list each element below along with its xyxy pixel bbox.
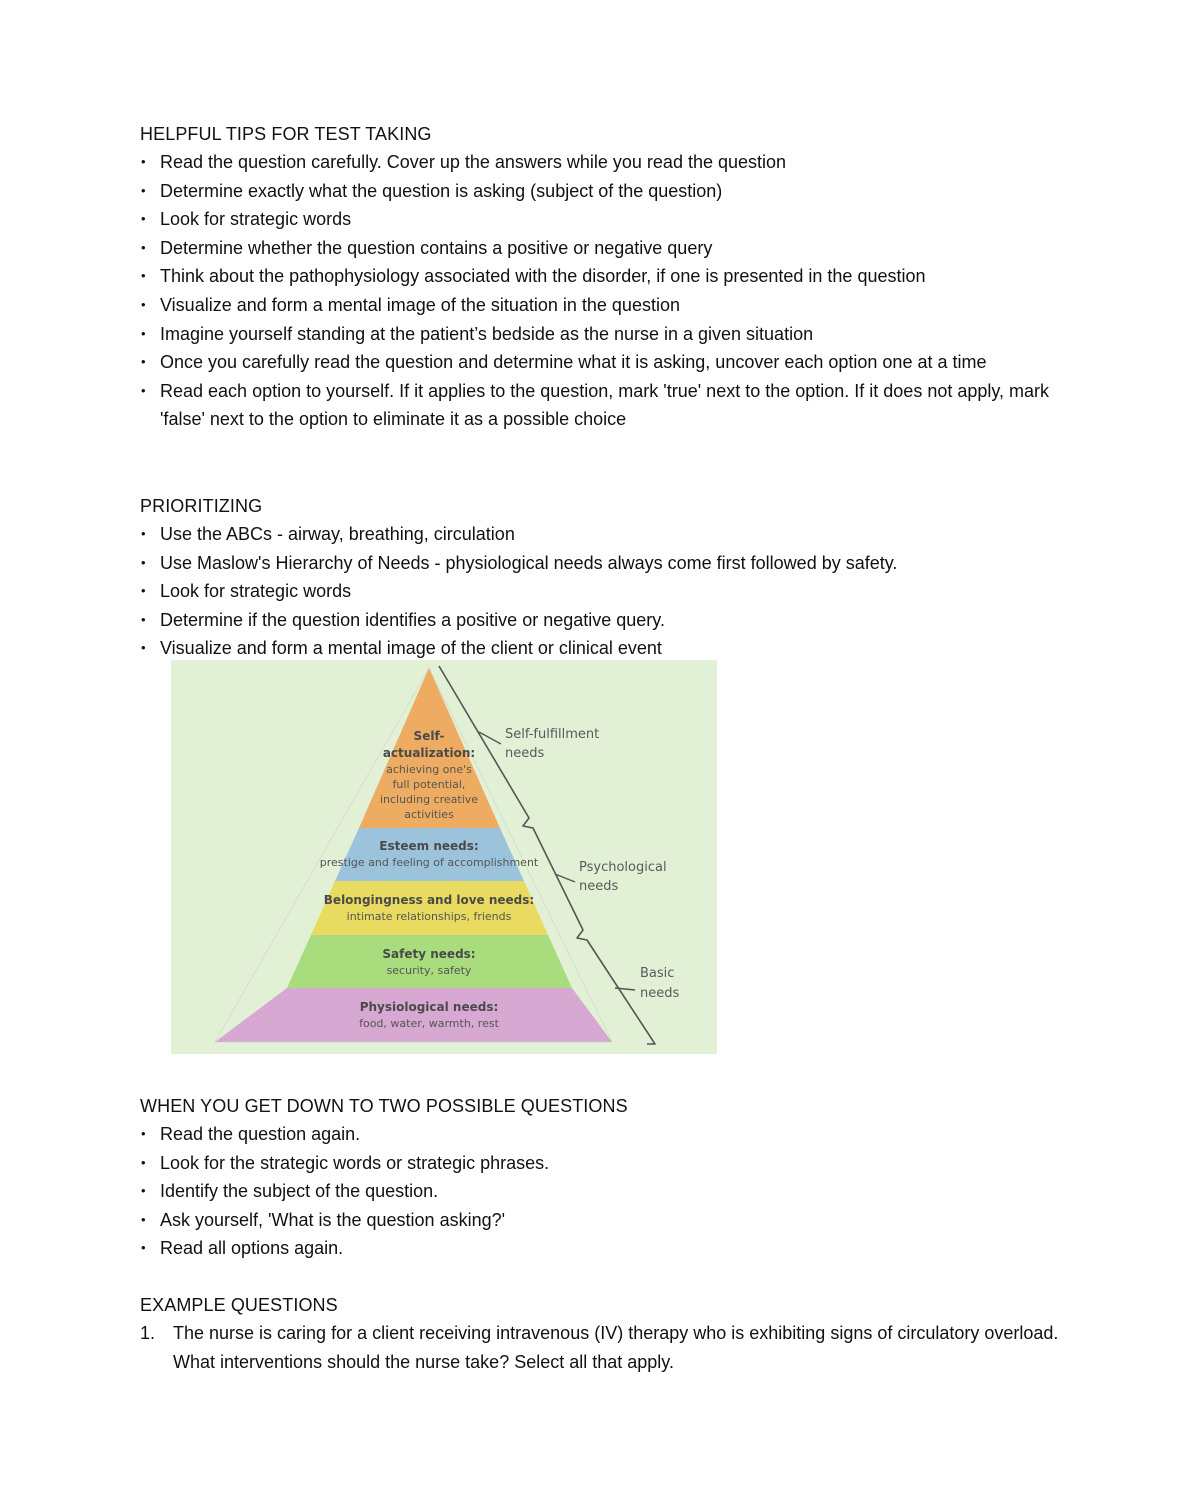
- safety-band: [287, 935, 572, 988]
- belonging-desc: intimate relationships, friends: [346, 910, 512, 923]
- self-actualization-desc: achieving one's: [386, 763, 472, 776]
- examples-list: [140, 1319, 1060, 1376]
- list-item: • Look for strategic words: [140, 205, 1060, 234]
- self-actualization-title-1: Self-: [413, 729, 445, 743]
- self-fulfillment-label: Self-fulfillment: [505, 727, 600, 742]
- basic-label: needs: [640, 986, 680, 1001]
- tips-section: [140, 120, 1060, 434]
- belonging-title: Belongingness and love needs:: [323, 893, 535, 907]
- self-actualization-desc: activities: [404, 808, 454, 821]
- question-item: [140, 1319, 1060, 1376]
- list-item: • Read the question carefully. Cover up the answers while you read the question: [140, 148, 1060, 177]
- maslow-pyramid-svg: [171, 660, 717, 1054]
- psychological-label: needs: [579, 879, 619, 894]
- tips-heading: HELPFUL TIPS FOR TEST TAKING: [140, 124, 432, 144]
- basic-label: Basic: [640, 966, 675, 981]
- examples-section: [140, 1291, 1060, 1376]
- list-item: • Determine exactly what the question is asking (subject of the question): [140, 177, 1060, 206]
- examples-heading: EXAMPLE QUESTIONS: [140, 1295, 338, 1315]
- safety-title: Safety needs:: [382, 947, 476, 961]
- two-questions-section: [140, 1092, 1060, 1263]
- list-item: • Visualize and form a mental image of the situation in the question: [140, 291, 1060, 320]
- two-questions-heading: WHEN YOU GET DOWN TO TWO POSSIBLE QUESTIONS: [140, 1096, 628, 1116]
- self-actualization-desc: including creative: [379, 793, 479, 806]
- list-item: • Use the ABCs - airway, breathing, circulation: [140, 520, 1060, 549]
- list-item: • Use Maslow's Hierarchy of Needs - physiological needs always come first followed by safety.: [140, 549, 1060, 578]
- physiological-title: Physiological needs:: [359, 1000, 499, 1014]
- list-item: • Visualize and form a mental image of the client or clinical event: [140, 634, 1060, 663]
- list-item: • Read all options again.: [140, 1234, 1060, 1263]
- list-item: • Determine if the question identifies a positive or negative query.: [140, 606, 1060, 635]
- prioritizing-section: [140, 492, 1060, 663]
- psychological-label: Psychological: [579, 860, 667, 875]
- question-text: The nurse is caring for a client receiving intravenous (IV) therapy who is exhibiting signs of circulatory overload. What interventions should the nurse take? Select all that apply.: [173, 1323, 1059, 1372]
- question-number: 1.: [140, 1323, 156, 1343]
- safety-desc: security, safety: [386, 964, 472, 977]
- list-item: • Ask yourself, 'What is the question asking?': [140, 1206, 1060, 1235]
- physiological-desc: food, water, warmth, rest: [359, 1017, 499, 1030]
- list-item: • Once you carefully read the question and determine what it is asking, uncover each option one at a time: [140, 348, 1060, 377]
- list-item: • Identify the subject of the question.: [140, 1177, 1060, 1206]
- self-actualization-title-2: actualization:: [382, 746, 476, 760]
- list-item: • Imagine yourself standing at the patient’s bedside as the nurse in a given situation: [140, 320, 1060, 349]
- list-item: • Think about the pathophysiology associated with the disorder, if one is presented in the question: [140, 262, 1060, 291]
- prioritizing-heading: PRIORITIZING: [140, 496, 263, 516]
- maslow-pyramid-image: [171, 660, 717, 1054]
- esteem-desc: prestige and feeling of accomplishment: [319, 856, 539, 869]
- list-item: • Determine whether the question contains a positive or negative query: [140, 234, 1060, 263]
- tips-list: [140, 148, 1060, 434]
- list-item: • Look for the strategic words or strategic phrases.: [140, 1149, 1060, 1178]
- list-item: • Read the question again.: [140, 1120, 1060, 1149]
- list-item: • Read each option to yourself. If it applies to the question, mark 'true' next to the option. If it does not apply, mark 'false' next to the option to eliminate it as a possible choice: [140, 377, 1060, 434]
- self-actualization-desc: full potential,: [392, 778, 466, 791]
- self-fulfillment-label: needs: [505, 746, 545, 761]
- belonging-band: [311, 881, 548, 935]
- esteem-band: [335, 828, 524, 881]
- two-questions-list: [140, 1120, 1060, 1263]
- list-item: • Look for strategic words: [140, 577, 1060, 606]
- prioritizing-list: [140, 520, 1060, 663]
- esteem-title: Esteem needs:: [379, 839, 479, 853]
